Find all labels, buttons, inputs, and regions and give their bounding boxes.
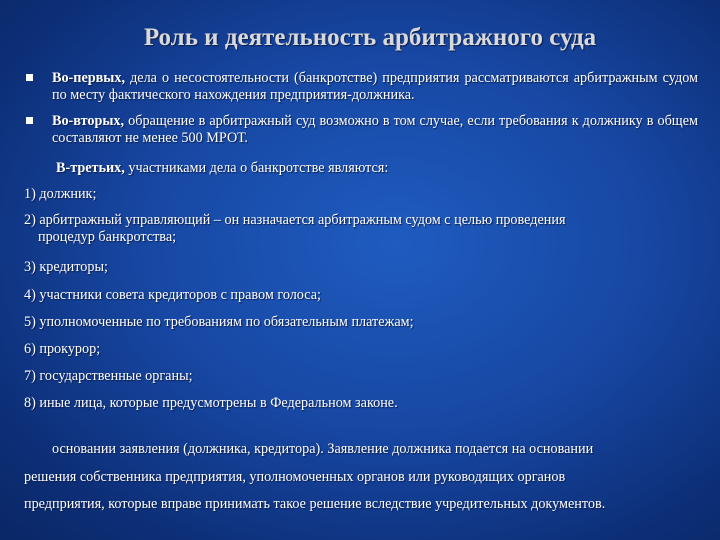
paragraph-line: предприятия, которые вправе принимать такое решение вследствие учредительных документов. bbox=[24, 496, 606, 512]
list-item bbox=[24, 212, 698, 246]
list-item bbox=[24, 259, 698, 276]
bullet-text bbox=[52, 113, 698, 147]
bullet-lead: Во-вторых, bbox=[52, 113, 125, 129]
list-item-text: 6) прокурор; bbox=[24, 341, 101, 357]
paragraph-line: решения собственника предприятия, уполномоченных органов или руководящих органов bbox=[24, 469, 566, 485]
list-item bbox=[24, 341, 698, 358]
list-item-text: 2) арбитражный управляющий – он назначается арбитражным судом с целью проведения bbox=[24, 212, 566, 228]
list-item-text: 3) кредиторы; bbox=[24, 259, 108, 275]
list-item-text: 5) уполномоченные по требованиям по обязательным платежам; bbox=[24, 314, 414, 330]
bullet-body: обращение в арбитражный суд возможно в том случае, если требования к должнику в общем составляют не менее 500 МРОТ. bbox=[52, 113, 698, 146]
paragraph-line: основании заявления (должника, кредитора). Заявление должника подается на основании bbox=[52, 441, 594, 457]
list-item-text: 7) государственные органы; bbox=[24, 368, 193, 384]
list-item-text: 8) иные лица, которые предусмотрены в Федеральном законе. bbox=[24, 395, 398, 411]
participants-heading bbox=[56, 160, 388, 177]
square-bullet-icon bbox=[26, 117, 33, 124]
square-bullet-icon bbox=[26, 74, 33, 81]
list-item-continuation: процедур банкротства; bbox=[38, 229, 177, 245]
list-item bbox=[24, 368, 698, 385]
list-item bbox=[24, 186, 698, 203]
bullet-text bbox=[52, 70, 698, 104]
list-item bbox=[24, 395, 698, 412]
heading-lead: В-третьих, bbox=[56, 160, 125, 176]
bullet-item-first bbox=[26, 70, 698, 104]
list-item-text: 1) должник; bbox=[24, 186, 97, 202]
list-item bbox=[24, 287, 698, 304]
bullet-lead: Во-первых, bbox=[52, 70, 126, 86]
slide-title: Роль и деятельность арбитражного суда bbox=[143, 24, 597, 51]
bullet-item-second bbox=[26, 113, 698, 147]
list-item-text: 4) участники совета кредиторов с правом голоса; bbox=[24, 287, 321, 303]
heading-body: участниками дела о банкротстве являются: bbox=[124, 160, 389, 176]
list-item bbox=[24, 314, 698, 331]
bullet-body: дела о несостоятельности (банкротстве) предприятия рассматриваются арбитражным судом по месту фактического нахождения предприятия-должника. bbox=[52, 70, 698, 103]
